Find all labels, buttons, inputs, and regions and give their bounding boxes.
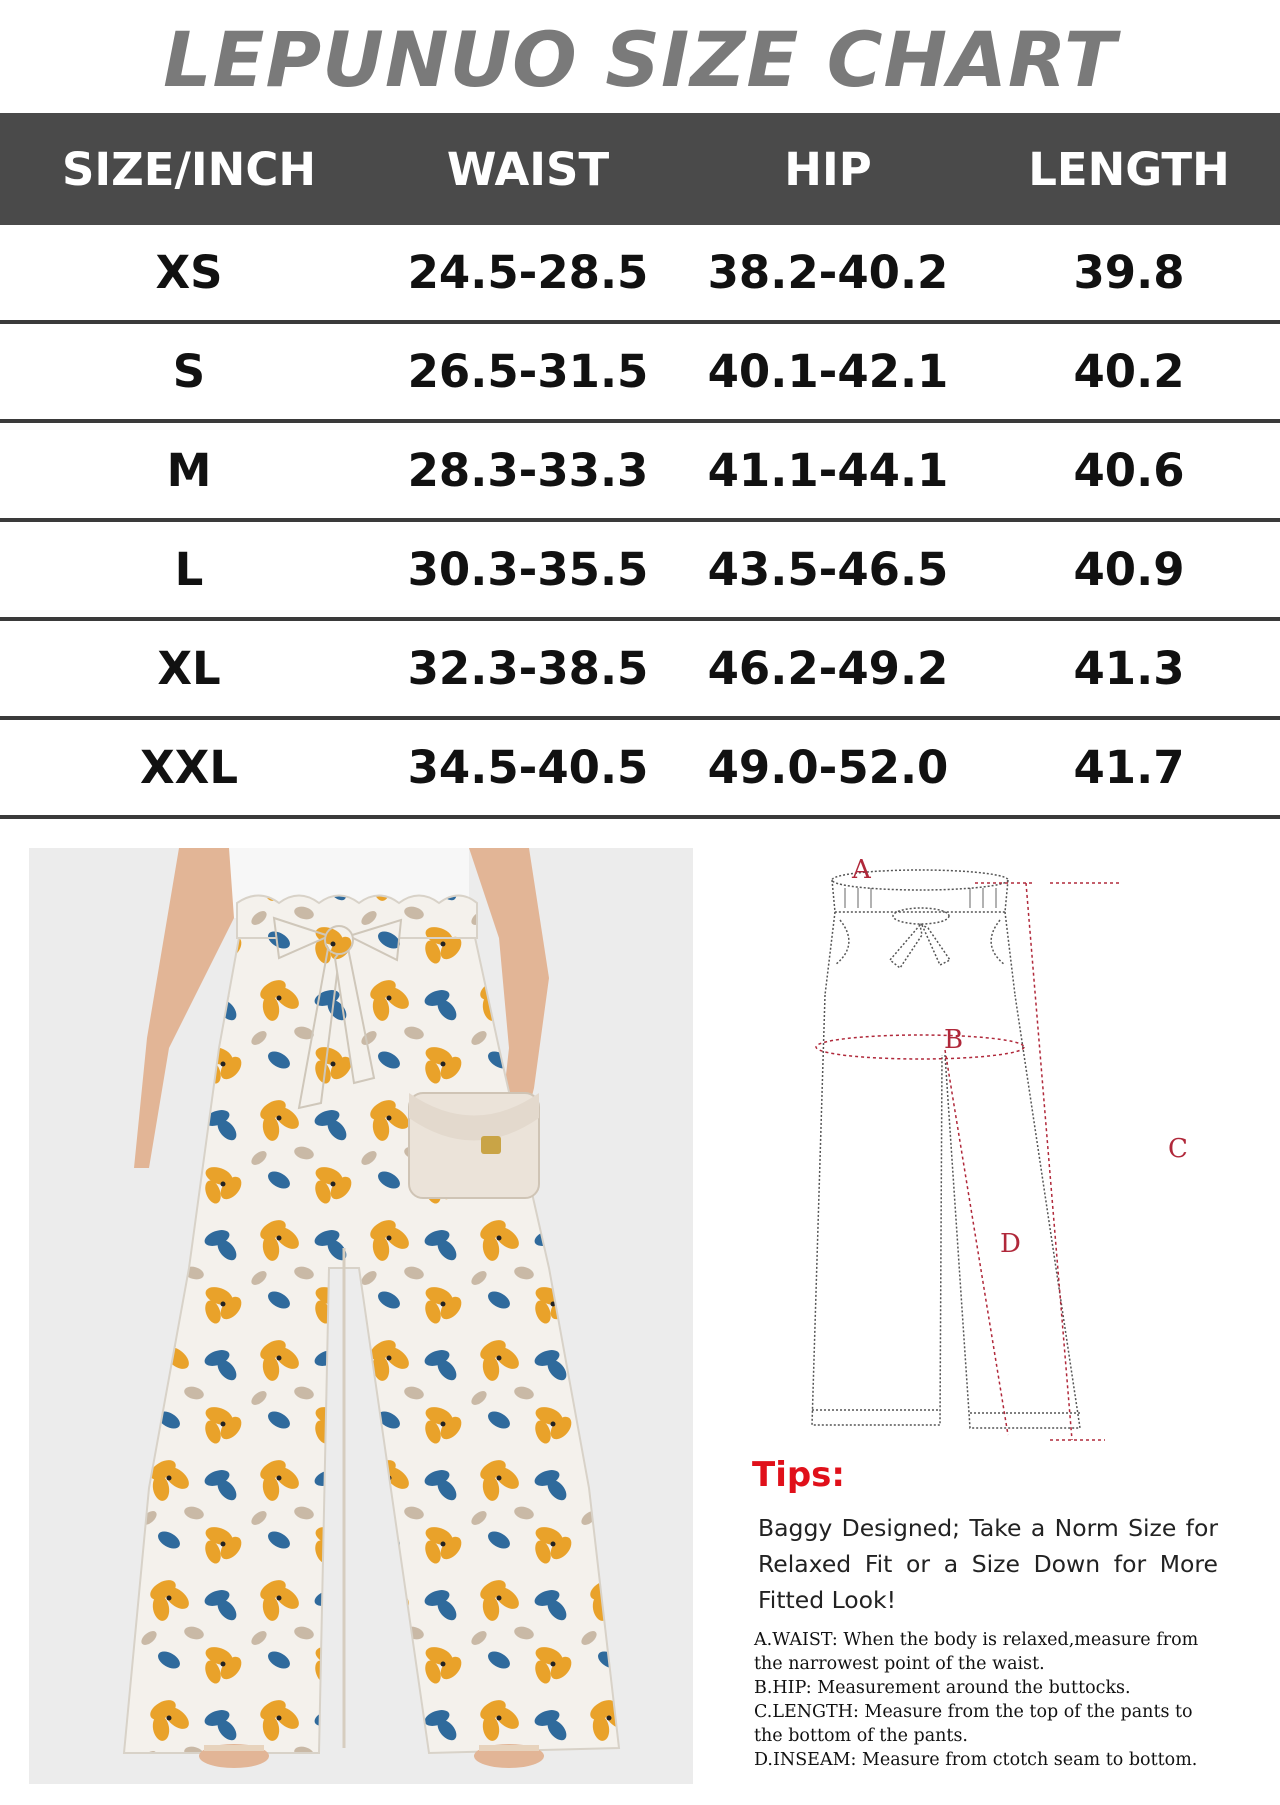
cell-length: 41.3: [1073, 642, 1185, 695]
note-hip: B.HIP: Measurement around the buttocks.: [754, 1678, 1131, 1698]
header-hip: HIP: [784, 142, 872, 196]
measurement-notes: [754, 1628, 1229, 1772]
label-b: B: [944, 1025, 964, 1055]
cell-size: XXL: [139, 741, 239, 794]
note-length-cont: the bottom of the pants.: [754, 1726, 968, 1746]
table-row: [0, 324, 1280, 423]
cell-size: L: [174, 543, 204, 596]
cell-size: XL: [157, 642, 221, 695]
page-title: LEPUNUO SIZE CHART: [163, 15, 1117, 104]
table-row: [0, 522, 1280, 621]
cell-hip: 40.1-42.1: [707, 345, 949, 398]
cell-length: 39.8: [1073, 246, 1185, 299]
cell-waist: 24.5-28.5: [407, 246, 649, 299]
note-inseam: D.INSEAM: Measure from ctotch seam to bottom.: [754, 1750, 1198, 1770]
table-row: [0, 720, 1280, 819]
cell-waist: 32.3-38.5: [407, 642, 649, 695]
cell-waist: 30.3-35.5: [407, 543, 649, 596]
table-header: [0, 113, 1280, 225]
cell-hip: 38.2-40.2: [707, 246, 949, 299]
cell-length: 40.9: [1073, 543, 1185, 596]
cell-length: 40.6: [1073, 444, 1185, 497]
cell-size: XS: [155, 246, 223, 299]
product-photo: [29, 848, 693, 1784]
table-row: [0, 423, 1280, 522]
tips-heading: Tips:: [752, 1455, 846, 1495]
cell-size: S: [172, 345, 206, 398]
label-a: A: [852, 855, 871, 885]
header-length: LENGTH: [1028, 142, 1230, 196]
cell-hip: 41.1-44.1: [707, 444, 949, 497]
measurement-diagram: [800, 850, 1240, 1450]
tips-body: Baggy Designed; Take a Norm Size for Relaxed Fit or a Size Down for More Fitted Look!: [758, 1514, 1218, 1614]
label-d: D: [1000, 1229, 1021, 1259]
table-row: [0, 621, 1280, 720]
cell-hip: 46.2-49.2: [707, 642, 949, 695]
cell-hip: 43.5-46.5: [707, 543, 949, 596]
cell-waist: 28.3-33.3: [407, 444, 649, 497]
size-table: [0, 113, 1280, 819]
note-waist: A.WAIST: When the body is relaxed,measure from: [754, 1630, 1199, 1650]
note-length: C.LENGTH: Measure from the top of the pants to: [754, 1702, 1193, 1722]
header-waist: WAIST: [446, 142, 610, 196]
cell-hip: 49.0-52.0: [707, 741, 949, 794]
pants-outline-diagram: [800, 850, 1240, 1450]
model-illustration: [29, 848, 693, 1784]
header-size: SIZE/INCH: [61, 142, 317, 196]
table-row: [0, 225, 1280, 324]
label-c: C: [1168, 1134, 1188, 1164]
cell-size: M: [166, 444, 212, 497]
cell-waist: 34.5-40.5: [407, 741, 649, 794]
cell-length: 40.2: [1073, 345, 1185, 398]
cell-length: 41.7: [1073, 741, 1185, 794]
cell-waist: 26.5-31.5: [407, 345, 649, 398]
note-waist-cont: the narrowest point of the waist.: [754, 1654, 1045, 1674]
